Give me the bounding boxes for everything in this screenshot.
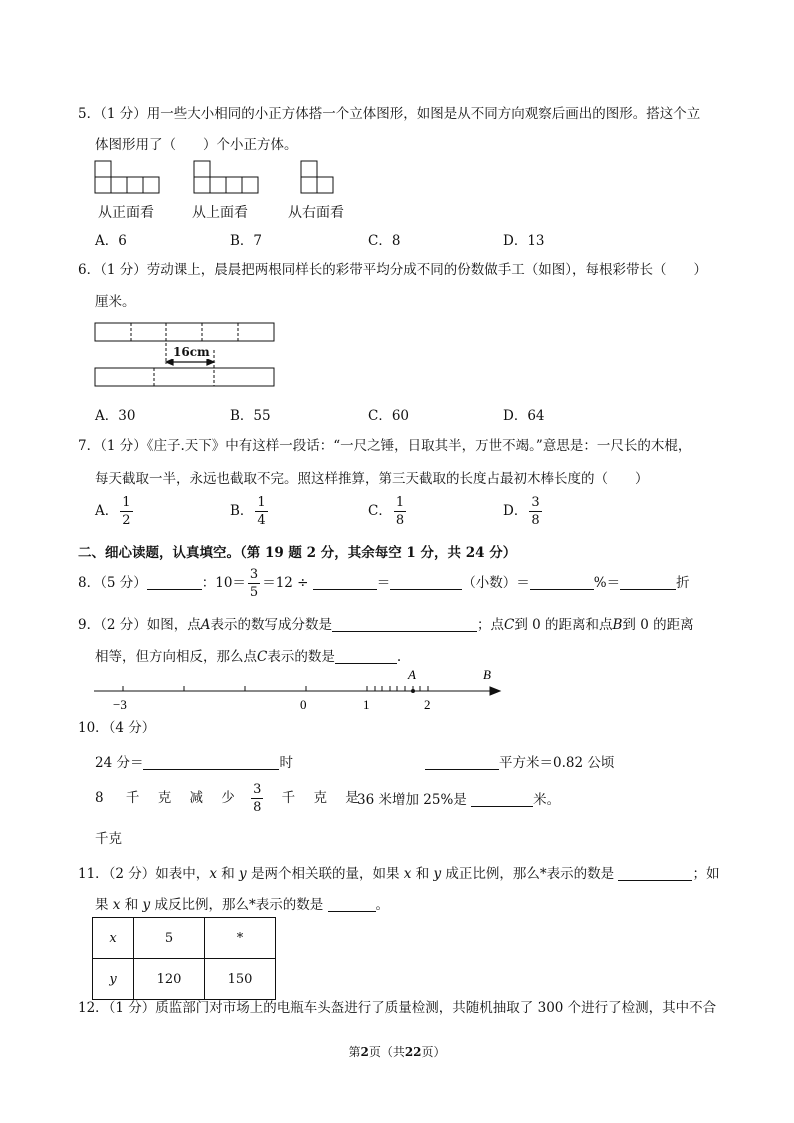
q9-line2: 相等，但方向相反，那么点C表示的数是 . — [95, 649, 402, 665]
q7-option-a: A． $\frac{1}{2}$ — [95, 495, 131, 528]
q7-line2: 每天截取一半，永远也截取不完。照这样推算，第三天截取的长度占最初木棒长度的（ ） — [95, 471, 649, 487]
q6-line1: 6．（1 分）劳动课上，晨晨把两根同样长的彩带平均分成不同的份数做手工（如图），每根彩带长（ ） — [78, 262, 707, 278]
tick-label-1: 1 — [363, 697, 370, 712]
q5-line1: 5．（1 分）用一些大小相同的小正方体搭一个立体图形，如图是从不同方向观察后画出的图形。搭这个立 — [78, 106, 701, 122]
q12-line1: 12．（1 分）质监部门对市场上的电瓶车头盔进行了质量检测，共随机抽取了 300 个进行了检测，其中不合 — [78, 1000, 717, 1016]
q5-line2: 体图形用了（ ）个小正方体。 — [95, 137, 298, 153]
q5-option-a: A．6 — [95, 233, 127, 249]
q6-option-c: C．60 — [368, 408, 410, 424]
blank — [425, 755, 499, 770]
q11-line2: 果 x 和 y 成反比例，那么*表示的数是 。 — [95, 897, 389, 913]
blank — [618, 866, 692, 881]
table-cell: 150 — [205, 959, 276, 1000]
blank — [328, 897, 376, 912]
q6-option-b: B．55 — [230, 408, 271, 424]
q7-option-b: B． $\frac{1}{4}$ — [230, 495, 266, 528]
section-heading: 二、细心读题，认真填空。（第 19 题 2 分，其余每空 1 分，共 24 分） — [78, 545, 517, 561]
table-cell: y — [93, 959, 134, 1000]
q7-option-d: D． $\frac{3}{8}$ — [503, 495, 540, 528]
view-label-top: 从上面看 — [192, 205, 248, 221]
q8-line: 8．（5 分） ：10＝ $\frac{3}{5}$ ＝12 ÷ ＝ （小数）＝ %＝ 折 — [78, 567, 690, 600]
blank — [313, 575, 377, 590]
q5-option-d: D．13 — [503, 233, 545, 249]
q6-line2: 厘米。 — [95, 294, 136, 310]
tick-label-neg3: −3 — [113, 697, 127, 712]
table-cell: 5 — [134, 918, 205, 959]
blank — [390, 575, 462, 590]
blank — [143, 755, 279, 770]
q7-line1: 7．（1 分）《庄子.天下》中有这样一段话：“一尺之锤，日取其半，万世不竭。”意思是：一尺长的木棍， — [78, 438, 692, 454]
blank — [530, 575, 594, 590]
q7-option-c: C． $\frac{1}{8}$ — [368, 495, 405, 528]
tick-label-0: 0 — [300, 697, 307, 712]
number-line — [88, 663, 508, 713]
q10-part-c-tail: 千克 — [95, 831, 122, 847]
q6-option-d: D．64 — [503, 408, 545, 424]
q10-part-c: 8 千 克 减 少 $\frac{3}{8}$ 千 克 是 — [95, 782, 359, 815]
blank — [471, 792, 533, 807]
table-cell: x — [93, 918, 134, 959]
xy-table — [92, 917, 276, 1000]
point-label-b: B — [483, 667, 491, 682]
view-label-front: 从正面看 — [98, 205, 154, 221]
q10-part-b: 平方米＝0.82 公顷 — [425, 751, 614, 771]
table-cell: 120 — [134, 959, 205, 1000]
ribbon-length-label: 16cm — [173, 345, 210, 359]
table-row — [93, 959, 276, 1000]
q10-header: 10．（4 分） — [78, 720, 156, 736]
blank — [335, 649, 397, 664]
q11-line1: 11．（2 分）如表中，x 和 y 是两个相关联的量，如果 x 和 y 成正比例，那么*表示的数是 ；如 — [78, 866, 720, 882]
table-cell: * — [205, 918, 276, 959]
q10-part-d: 36 米增加 25%是 米。 — [357, 792, 561, 808]
q5-option-c: C．8 — [368, 233, 401, 249]
table-row — [93, 918, 276, 959]
q6-option-a: A．30 — [95, 408, 136, 424]
q10-part-a: 24 分＝ 时 — [95, 755, 293, 771]
view-label-right: 从右面看 — [288, 205, 344, 221]
three-view-figures — [94, 160, 364, 196]
blank — [620, 575, 676, 590]
q9-line1: 9．（2 分）如图，点A表示的数写成分数是 ；点C到 0 的距离和点B到 0 的距离 — [78, 617, 694, 633]
q5-option-b: B．7 — [230, 233, 263, 249]
tick-label-2: 2 — [424, 697, 431, 712]
point-label-a: A — [408, 667, 416, 682]
blank — [147, 575, 202, 590]
blank — [332, 617, 477, 632]
page-footer: 第2页（共22页） — [348, 1045, 446, 1059]
